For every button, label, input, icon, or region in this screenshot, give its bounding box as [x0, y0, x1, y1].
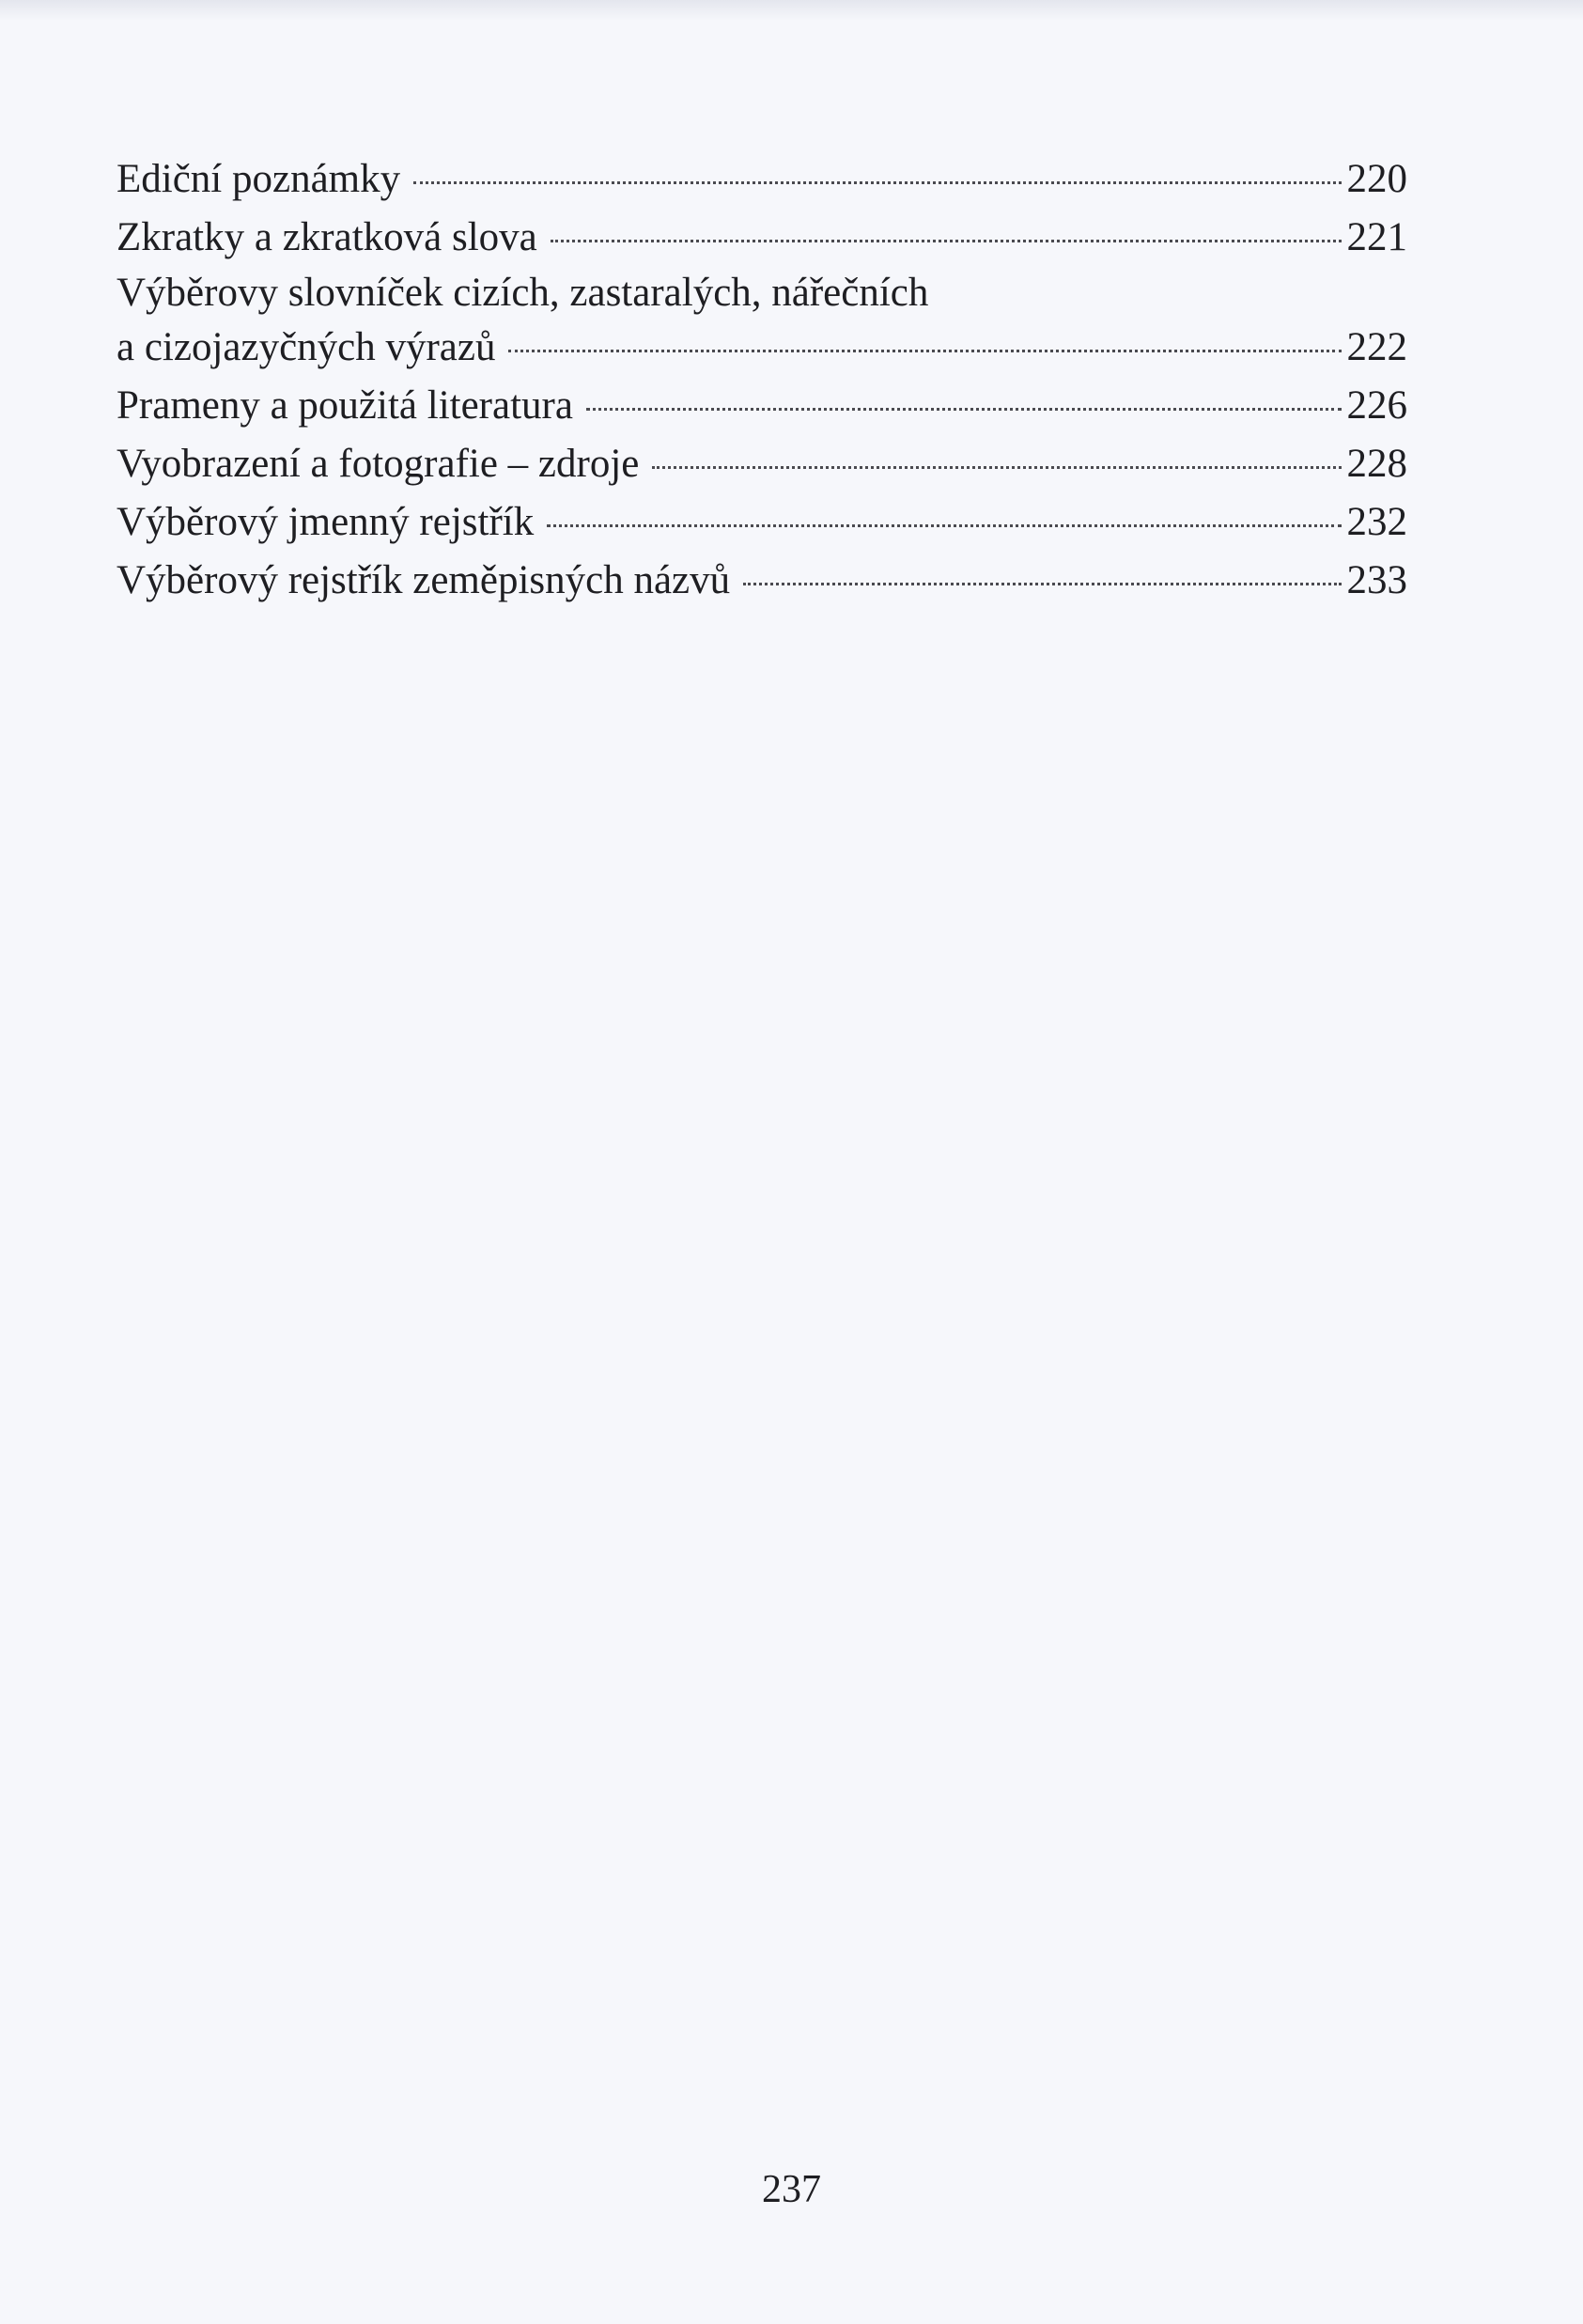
toc-entry[interactable] [116, 552, 1407, 610]
table-of-contents [116, 150, 1407, 610]
dot-leader [652, 466, 1341, 469]
toc-entry[interactable] [116, 435, 1407, 493]
dot-leader [743, 583, 1341, 585]
toc-entry-page: 233 [1346, 558, 1407, 602]
toc-entry-title: Ediční poznámky [116, 157, 401, 201]
dot-leader [413, 181, 1341, 184]
toc-entry-title: a cizojazyčných výrazů [116, 325, 496, 369]
dot-leader [547, 524, 1341, 527]
toc-entry-page: 222 [1346, 325, 1407, 369]
dot-leader [586, 408, 1342, 411]
toc-entry[interactable] [116, 493, 1407, 552]
dot-leader [508, 350, 1341, 352]
toc-entry-title: Výběrový jmenný rejstřík [116, 500, 535, 544]
toc-entry-page: 226 [1346, 383, 1407, 428]
toc-entry[interactable] [116, 377, 1407, 435]
page-number: 237 [762, 2168, 821, 2211]
toc-entry[interactable] [116, 150, 1407, 209]
toc-entry-title: Výběrový rejstřík zeměpisných názvů [116, 558, 731, 602]
page-top-edge [0, 0, 1583, 21]
dot-leader [551, 240, 1342, 242]
toc-entry-page: 228 [1346, 442, 1407, 486]
toc-entry-page: 232 [1346, 500, 1407, 544]
toc-entry-title-line1: Výběrovy slovníček cizích, zastaralých, nářečních [116, 271, 929, 315]
toc-entry-title: Prameny a použitá literatura [116, 383, 573, 428]
toc-entry-title: Zkratky a zkratková slova [116, 215, 537, 259]
toc-entry-page: 220 [1346, 157, 1407, 201]
toc-entry-title: Vyobrazení a fotografie – zdroje [116, 442, 640, 486]
toc-entry[interactable] [116, 209, 1407, 267]
toc-entry[interactable] [116, 319, 1407, 377]
toc-entry-page: 221 [1346, 215, 1407, 259]
